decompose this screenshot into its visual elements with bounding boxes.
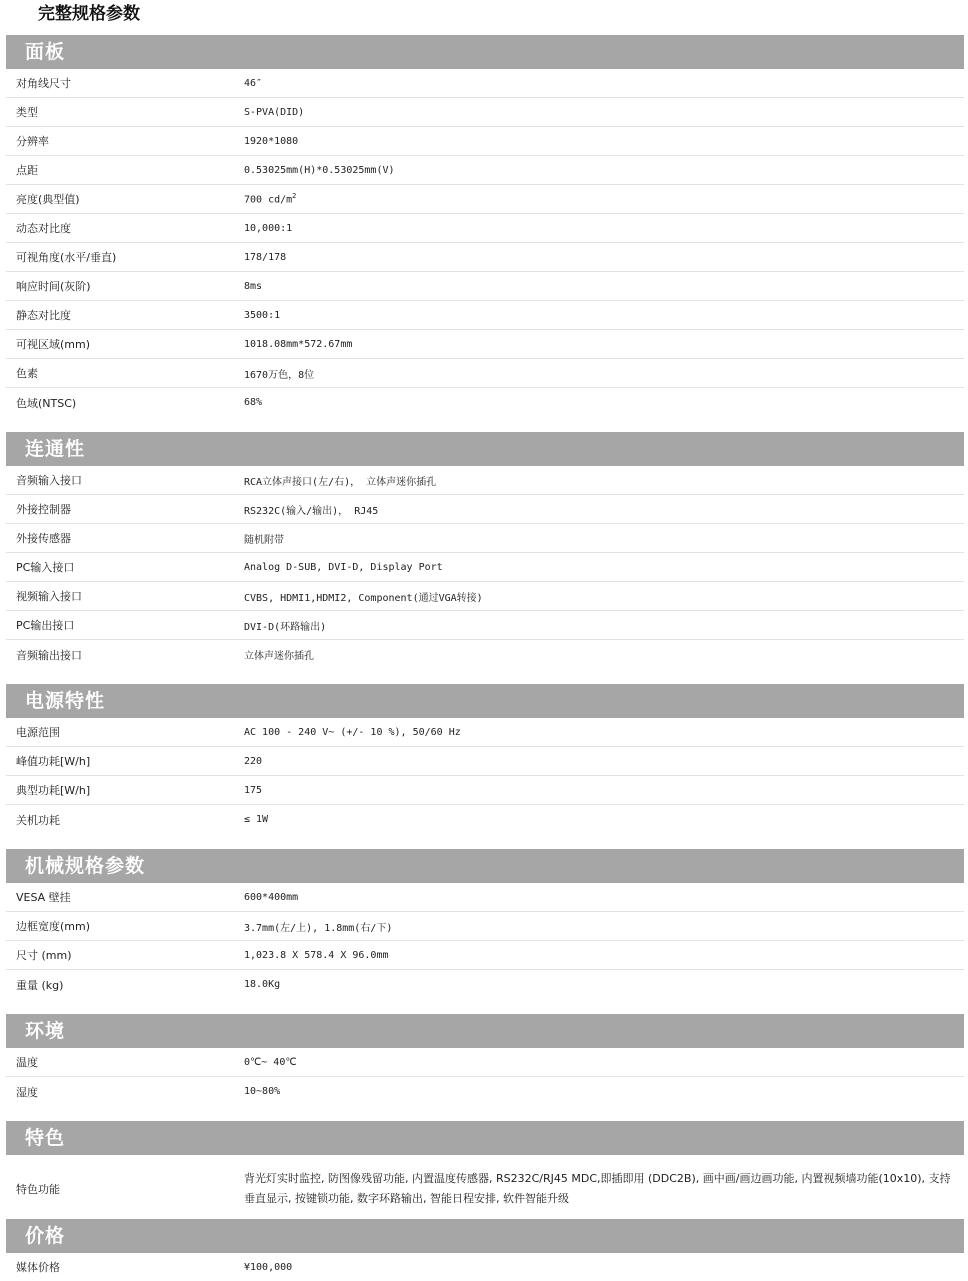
spec-label: 边框宽度(mm) (16, 920, 91, 933)
spec-row (6, 69, 964, 98)
spec-row (6, 127, 964, 156)
spec-label: 对角线尺寸 (16, 77, 71, 90)
spec-value: 68% (244, 397, 263, 408)
spec-row (6, 156, 964, 185)
spec-label: 外接传感器 (16, 532, 71, 545)
spec-label: 重量 (kg) (16, 978, 64, 992)
spec-label: 分辨率 (16, 135, 49, 148)
section-power (6, 684, 964, 834)
spec-value: 10,000:1 (244, 222, 293, 234)
section-environment (6, 1014, 964, 1106)
section-connectivity (6, 432, 964, 669)
spec-list-mechanical (6, 883, 964, 999)
spec-label: 典型功耗[W/h] (16, 784, 91, 797)
spec-label: 音频输出接口 (16, 648, 82, 662)
spec-list-environment (6, 1048, 964, 1106)
spec-row (6, 243, 964, 272)
spec-label: 外接控制器 (16, 503, 71, 516)
spec-row (6, 1048, 964, 1077)
section-features (6, 1121, 964, 1222)
spec-row (6, 883, 964, 912)
spec-label: VESA 壁挂 (16, 891, 71, 904)
spec-label: 温度 (16, 1056, 38, 1069)
section-header-panel: 面板 (6, 35, 964, 69)
spec-label: 特色功能 (16, 1182, 60, 1196)
spec-value: S-PVA(DID) (244, 106, 305, 118)
page-title: 完整规格参数 (38, 4, 140, 24)
spec-value: RS232C(输入/输出)， RJ45 (244, 505, 379, 517)
spec-list-power (6, 718, 964, 834)
spec-value: 随机附带 (244, 534, 284, 546)
spec-row (6, 495, 964, 524)
spec-row (6, 776, 964, 805)
spec-label: 点距 (16, 164, 38, 177)
spec-value (244, 192, 964, 205)
spec-row (6, 388, 964, 417)
section-header-connectivity: 连通性 (6, 432, 964, 466)
spec-label: 尺寸 (mm) (16, 949, 72, 962)
spec-label: 静态对比度 (16, 309, 71, 322)
spec-label: 可视角度(水平/垂直) (16, 251, 117, 264)
section-header-mechanical: 机械规格参数 (6, 849, 964, 883)
spec-label: 色域(NTSC) (16, 396, 77, 410)
spec-label: 音频输入接口 (16, 474, 82, 487)
spec-value: 0℃~ 40℃ (244, 1056, 297, 1068)
spec-row (6, 272, 964, 301)
spec-value: 1920*1080 (244, 135, 299, 147)
spec-row (6, 301, 964, 330)
spec-row (6, 524, 964, 553)
section-mechanical (6, 849, 964, 999)
spec-value: 178/178 (244, 251, 287, 263)
spec-value: 3.7mm(左/上), 1.8mm(右/下) (244, 922, 393, 934)
spec-label: 可视区域(mm) (16, 338, 91, 351)
spec-row (6, 718, 964, 747)
spec-label: 类型 (16, 106, 38, 119)
spec-value: 背光灯实时监控, 防图像残留功能, 内置温度传感器, RS232C/RJ45 MDC,即插即用 (DDC2B), 画中画/画边画功能, 内置视频墙功能(10x10), 支持垂直显示, 按键锁功能, 数字环路输出, 智能日程安排, 软件智能升级 (244, 1171, 951, 1205)
spec-row (6, 747, 964, 776)
spec-row (6, 970, 964, 999)
spec-value: 18.0Kg (244, 979, 281, 990)
spec-value: 立体声迷你插孔 (244, 651, 314, 662)
spec-row (6, 98, 964, 127)
spec-row (6, 1253, 964, 1281)
spec-label: 电源范围 (16, 726, 60, 739)
spec-label: 动态对比度 (16, 222, 71, 235)
section-price (6, 1219, 964, 1281)
spec-label: 响应时间(灰阶) (16, 280, 91, 293)
spec-list-connectivity (6, 466, 964, 669)
spec-row (6, 611, 964, 640)
spec-row (6, 185, 964, 214)
spec-label: PC输出接口 (16, 619, 75, 632)
spec-value: 220 (244, 755, 263, 767)
section-header-price: 价格 (6, 1219, 964, 1253)
spec-list-panel (6, 69, 964, 417)
spec-row (6, 359, 964, 388)
spec-list-price (6, 1253, 964, 1281)
spec-row (6, 553, 964, 582)
section-header-power: 电源特性 (6, 684, 964, 718)
spec-row (6, 640, 964, 669)
spec-value: 0.53025mm(H)*0.53025mm(V) (244, 164, 395, 176)
spec-label: 湿度 (16, 1085, 38, 1099)
spec-value: AC 100 - 240 V~ (+/- 10 %), 50/60 Hz (244, 726, 461, 738)
spec-value: 10~80% (244, 1086, 281, 1097)
spec-row (6, 1077, 964, 1106)
section-panel (6, 35, 964, 417)
spec-value: 600*400mm (244, 891, 299, 903)
spec-row (6, 805, 964, 834)
spec-row (6, 582, 964, 611)
section-header-features: 特色 (6, 1121, 964, 1155)
spec-row (6, 1155, 964, 1222)
spec-value: 1018.08mm*572.67mm (244, 338, 353, 350)
spec-label: PC输入接口 (16, 561, 75, 574)
spec-value: Analog D-SUB, DVI-D, Display Port (244, 561, 443, 573)
spec-value: 8ms (244, 280, 263, 292)
spec-label: 峰值功耗[W/h] (16, 755, 91, 768)
spec-value: 1,023.8 X 578.4 X 96.0mm (244, 949, 389, 961)
spec-value: 175 (244, 784, 263, 796)
spec-value: RCA立体声接口(左/右)， 立体声迷你插孔 (244, 476, 437, 488)
spec-row (6, 941, 964, 970)
spec-value: ¥100,000 (244, 1261, 293, 1273)
spec-row (6, 330, 964, 359)
spec-row (6, 214, 964, 243)
spec-row (6, 912, 964, 941)
spec-label: 色素 (16, 367, 38, 380)
section-header-environment: 环境 (6, 1014, 964, 1048)
spec-value: 46″ (244, 77, 263, 89)
spec-value-text: 700 cd/m (244, 194, 293, 206)
spec-value: CVBS, HDMI1,HDMI2, Component(通过VGA转接) (244, 592, 483, 604)
spec-label: 亮度(典型值) (16, 193, 80, 206)
spec-label: 关机功耗 (16, 813, 60, 827)
spec-value: ≤ 1W (244, 814, 269, 825)
spec-value: 1670万色，8位 (244, 369, 315, 381)
spec-value: DVI-D(环路输出) (244, 621, 327, 633)
spec-value: 3500:1 (244, 309, 281, 321)
superscript: 2 (292, 192, 297, 201)
spec-label: 视频输入接口 (16, 590, 82, 603)
spec-row (6, 466, 964, 495)
spec-label: 媒体价格 (16, 1261, 60, 1274)
spec-list-features (6, 1155, 964, 1222)
